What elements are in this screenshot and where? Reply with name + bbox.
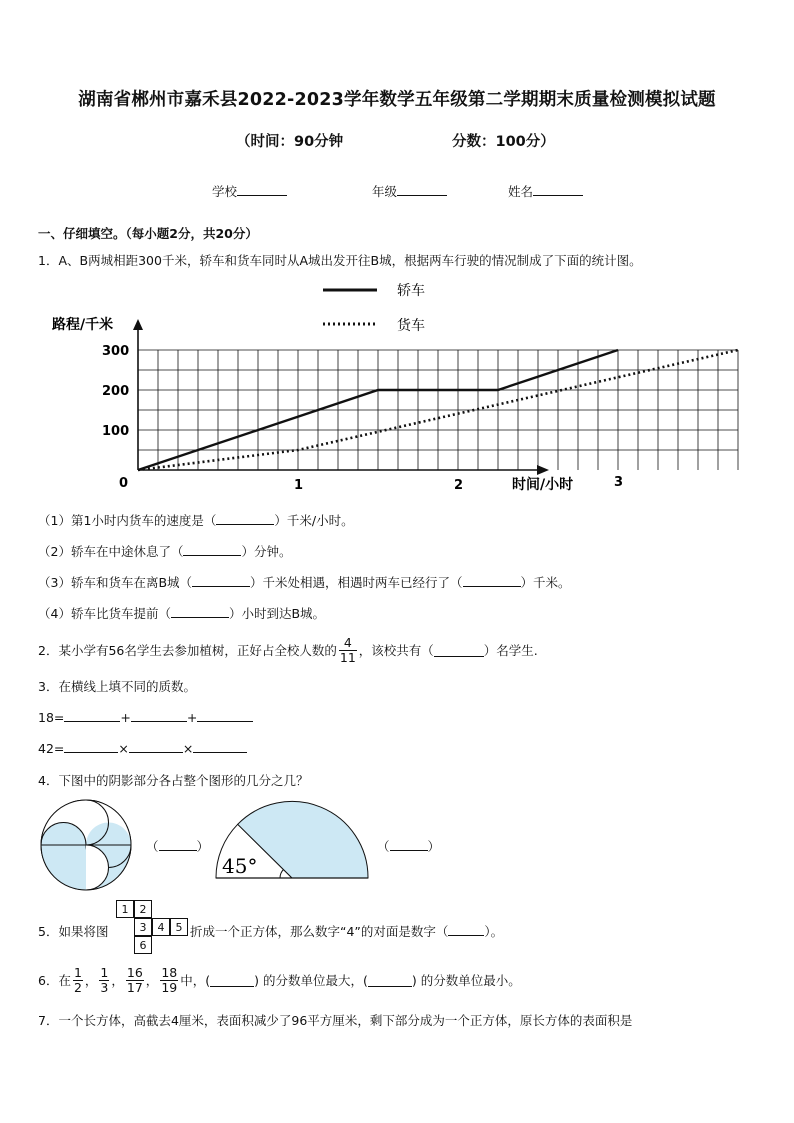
q4-paren-r-1: ） [196,839,210,854]
grade-blank[interactable] [397,183,447,196]
q4-paren-l-1: （ [146,839,159,854]
question-3-text: 3．在横线上填不同的质数。 [38,679,196,694]
q6-text-b: 中，( [180,973,211,988]
x-axis-arrow [537,465,549,475]
name-blank[interactable] [533,183,583,196]
q3-42-blank-1[interactable] [64,740,118,753]
question-7-text: 7．一个长方体，高截去4厘米，表面积减少了96平方厘米，剩下部分成为一个正方体，原长方体的表面积是 [38,1013,633,1028]
x-tick-labels [294,475,623,493]
y-axis-label: 路程/千米 [52,317,114,333]
q1-sub3-blank-2[interactable] [463,574,521,587]
origin-label: 0 [119,476,129,491]
q1-sub4 [38,604,325,622]
legend-label-car: 轿车 [397,283,425,299]
q5-blank[interactable] [448,923,484,936]
q3-times-2: × [182,741,194,756]
q3-plus-2: + [186,710,198,725]
net-cell-4: 4 [152,918,170,936]
q6-blank-2[interactable] [368,974,412,987]
q6-sep-1: ， [84,973,98,988]
q2-text-a: 2．某小学有56名学生去参加植树，正好占全校人数的 [38,643,337,658]
q6-blank-1[interactable] [210,974,254,987]
question-6 [38,960,521,1000]
q3-42-blank-2[interactable] [129,740,183,753]
q5-text-rest [190,922,503,940]
q2-denominator: 11 [339,649,356,665]
y-tick-labels [102,344,129,439]
semicircle-figure [214,798,370,880]
q1-sub2-a: （2）轿车在中途休息了（ [38,544,184,559]
name-label: 姓名 [508,184,534,199]
x-tick-label: 2 [454,478,464,493]
angle-label: 45° [222,854,258,878]
net-cell-3: 3 [134,918,152,936]
q1-sub3-blank-1[interactable] [192,574,250,587]
q6-sep-2: ， [111,973,124,988]
q3-18-blank-2[interactable] [131,709,187,722]
q3-18-blank-1[interactable] [64,709,120,722]
q3-plus-1: + [120,710,131,725]
q4-answer-1 [146,837,209,855]
q6-frac-1: $\frac{1}{2}$ [73,965,82,995]
q3-times-1: × [118,741,129,756]
page-title: 湖南省郴州市嘉禾县2022-2023学年数学五年级第二学期期末质量检测模拟试题 [78,90,716,110]
q4-paren-r-2: ） [427,839,441,854]
q1-sub1 [38,511,354,529]
q6-frac-2: $\frac{1}{3}$ [100,965,109,995]
q6-text-c: ) 的分数单位最大，( [254,973,368,988]
q3-18-label: 18= [38,710,65,725]
cube-net [116,900,190,956]
q3-42-blank-3[interactable] [193,740,247,753]
q5-text-a: 5．如果将图 [38,924,109,939]
q1-sub3-b: ）千米处相遇，相遇时两车已经行了（ [250,575,463,590]
net-cell-1: 1 [116,900,134,918]
travel-chart [40,275,624,500]
q1-sub1-b: ）千米/小时。 [274,513,354,528]
q6-text-d: ) 的分数单位最小。 [411,973,521,988]
y-axis-arrow [133,319,143,330]
q4-blank-2[interactable] [390,838,428,851]
q3-line-42 [38,740,247,756]
q2-blank[interactable] [434,644,484,657]
q2-numerator: 4 [343,635,352,651]
q1-sub2-blank[interactable] [183,543,241,556]
chart-grid [138,350,738,470]
question-4-text: 4．下图中的阴影部分各占整个图形的几分之几？ [38,773,309,788]
x-tick-label: 1 [294,478,304,493]
q3-line-18 [38,709,253,725]
net-cell-6: 6 [134,936,152,954]
q3-18-blank-3[interactable] [197,709,253,722]
q6-text-a: 6．在 [38,973,71,988]
q5-text-b: 折成一个正方体，那么数字“4”的对面是数字（ [190,924,449,939]
chart-legend [323,283,425,334]
q1-sub1-blank[interactable] [216,512,274,525]
question-1-text: 1．A、B两城相距300千米，轿车和货车同时从A城出发开往B城，根据两车行驶的情况制成了下面的统计图。 [38,253,642,268]
question-2 [38,632,538,668]
grade-label: 年级 [372,184,398,199]
q2-text-c: ）名学生. [483,643,538,658]
q6-frac-4: $\frac{18}{19}$ [161,965,178,995]
q1-sub1-a: （1）第1小时内货车的速度是（ [38,513,217,528]
x-tick-label: 3 [614,475,624,490]
q4-paren-l-2: （ [377,839,390,854]
x-axis-label: 时间/小时 [512,477,574,493]
school-field [212,182,287,200]
q4-answer-2 [377,837,440,855]
circle-yinyang-figure [38,798,142,892]
q1-sub3-a: （3）轿车和货车在离B城（ [38,575,193,590]
section-heading: 一、仔细填空。（每小题2分，共20分） [38,226,258,241]
q1-sub2 [38,542,291,560]
q1-sub2-b: ）分钟。 [241,544,292,559]
q5-text-c: ）。 [484,924,504,939]
net-cell-2: 2 [134,900,152,918]
q3-42-label: 42= [38,741,65,756]
q4-blank-1[interactable] [159,838,197,851]
y-tick-label: 200 [102,384,130,399]
q2-text-b: ，该校共有（ [358,643,434,658]
q1-sub4-b: ）小时到达B城。 [228,606,326,621]
net-cell-5: 5 [170,918,188,936]
q6-frac-3: $\frac{16}{17}$ [126,965,143,995]
exam-score: 分数：100分） [452,134,555,150]
school-blank[interactable] [237,183,287,196]
q6-sep-3: ， [145,973,159,988]
grade-field [372,182,447,200]
y-tick-label: 300 [102,344,130,359]
legend-label-truck: 货车 [397,318,425,334]
school-label: 学校 [212,184,238,199]
q1-sub3 [38,573,571,591]
q1-sub4-a: （4）轿车比货车提前（ [38,606,171,621]
exam-time: （时间：90分钟 [236,134,344,150]
y-tick-label: 100 [102,424,130,439]
q1-sub4-blank[interactable] [171,605,229,618]
q1-sub3-c: ）千米。 [520,575,571,590]
name-field [508,182,583,200]
q2-fraction [339,636,357,663]
